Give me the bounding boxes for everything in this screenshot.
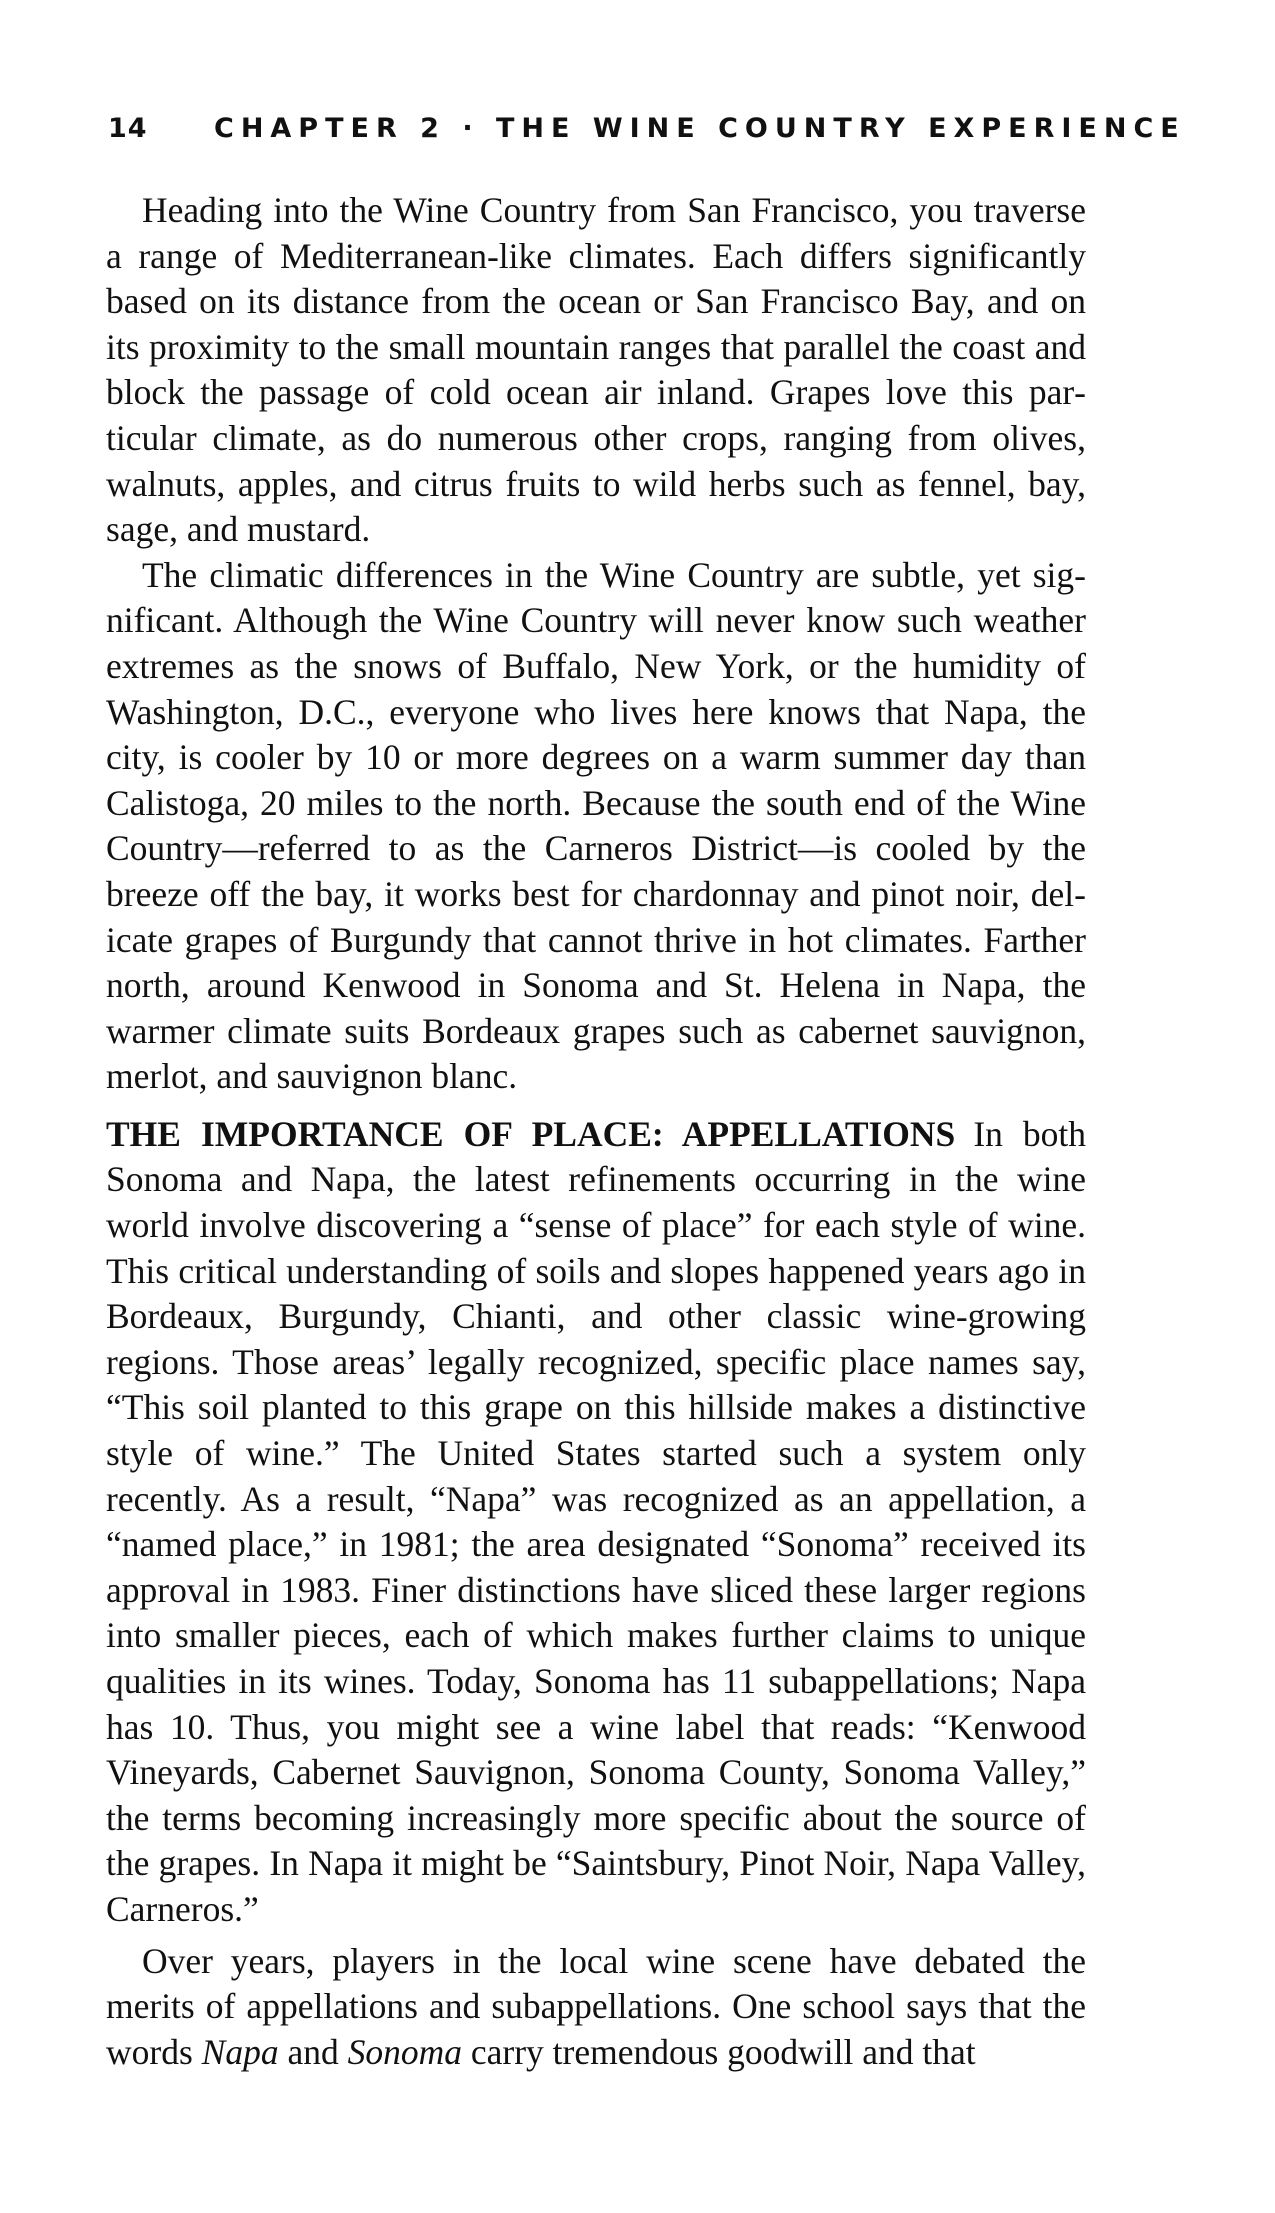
running-header [108,112,1186,146]
paragraph-lead: Over years, players in the local wine scene have debated the merits of appellations and subappellations. One school says that the words [106,1940,1086,2072]
page-number: 14 [108,113,148,144]
italic-term-napa: Napa [201,2031,279,2072]
section-paragraph [106,1112,1086,1933]
paragraph-middle: and [287,2031,339,2072]
section-heading: THE IMPORTANCE OF PLACE: APPELLATIONS [106,1113,956,1154]
section-text: In both Sonoma and Napa, the latest refinements occurring in the wine world involve discovering a “sense of place” for each style of wine. This critical understanding of soils and slopes happened years ago in Bordeaux, Burgundy, Chianti, and other classic wine-growing regions. Those areas’ legally recognized, specific place names say, “This soil planted to this grape on this hillside makes a distinctive style of wine.” The United States started such a system only recently. As a result, “Napa” was recognized as an appellation, a “named place,” in 1981; the area designated “Sonoma” received its approval in 1983. Finer distinctions have sliced these larger regions into smaller pieces, each of which makes further claims to unique qualities in its wines. Today, Sonoma has 11 subappellations; Napa has 10. Thus, you might see a wine label that reads: “Kenwood Vineyards, Cabernet Sauvignon, Sonoma County, Sonoma Valley,” the terms becoming increasingly more specific about the source of the grapes. In Napa it might be “Saintsbury, Pinot Noir, Napa Valley, Carneros.” [106,1113,1086,1929]
paragraph-tail: carry tremendous goodwill and that [470,2031,976,2072]
body-text [106,188,1086,2075]
paragraph [106,1939,1086,2076]
paragraph: The climatic differences in the Wine Country are subtle, yet significant. Although the Wine Country will never know such weather extremes as the snows of Buffalo, New York, or the humidity of Washington, D.C., everyone who lives here knows that Napa, the city, is cooler by 10 or more degrees on a warm summer day than Calistoga, 20 miles to the north. Because the south end of the Wine Country—referred to as the Carneros District—is cooled by the breeze off the bay, it works best for chardonnay and pinot noir, delicate grapes of Burgundy that cannot thrive in hot climates. Farther north, around Kenwood in Sonoma and St. Helena in Napa, the warmer climate suits Bordeaux grapes such as cabernet sauvignon, merlot, and sauvignon blanc. [106,554,1086,1097]
chapter-title: CHAPTER 2 · THE WINE COUNTRY EXPERIENCE [214,113,1186,144]
italic-term-sonoma: Sonoma [347,2031,462,2072]
paragraph: Heading into the Wine Country from San Francisco, you traverse a range of Mediterranean-like climates. Each differs significantly based on its distance from the ocean or San Francisco Bay, and on its proximity to the small mountain ranges that parallel the coast and block the passage of cold ocean air inland. Grapes love this particular climate, as do numerous other crops, ranging from olives, walnuts, apples, and citrus fruits to wild herbs such as fennel, bay, sage, and mustard. [106,190,1086,550]
